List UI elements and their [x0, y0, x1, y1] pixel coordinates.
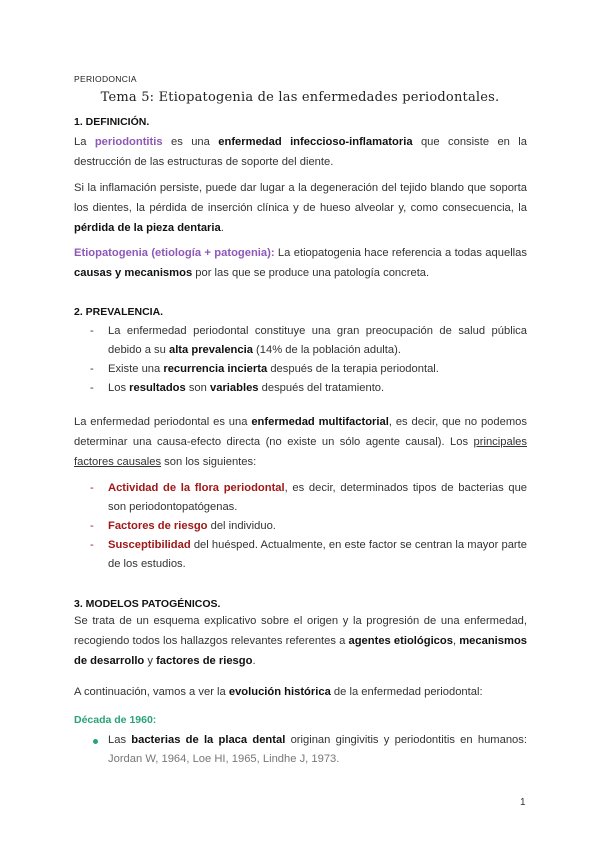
- list-item-decade: Las bacterias de la placa dental originan gingivitis y periodontitis en humanos: Jordan W, 1964, Loe HI, 1965, Lindhe J, 1973.: [108, 734, 527, 765]
- list-item: Los resultados son variables después del tratamiento.: [108, 382, 385, 394]
- page-title: Tema 5: Etiopatogenia de las enfermedades periodontales.: [100, 90, 500, 105]
- paragraph-evolucion: A continuación, vamos a ver la evolución histórica de la enfermedad periodontal:: [74, 686, 483, 698]
- paragraph-definicion: La periodontitis es una enfermedad infeccioso-inflamatoria que consiste en la destrucción de las estructuras de soporte del diente.: [74, 136, 527, 168]
- paragraph-etiopatogenia: Etiopatogenia (etiología + patogenia): La etiopatogenia hace referencia a todas aquellas causas y mecanismos por las que se produce una patología concreta.: [74, 247, 527, 279]
- list-item: La enfermedad periodontal constituye una gran preocupación de salud pública debido a su alta prevalencia (14% de la población adulta).: [108, 325, 527, 356]
- section-heading-modelos: 3. MODELOS PATOGÉNICOS.: [74, 598, 221, 610]
- paragraph-inflamacion: Si la inflamación persiste, puede dar lugar a la degeneración del tejido blando que soporta los dientes, la pérdida de inserción clínica y de hueso alveolar y, como consecuencia, la pérdida de la pieza dentaria.: [74, 182, 527, 234]
- term-periodontitis: periodontitis: [94, 136, 163, 148]
- list-item-factor: Susceptibilidad del huésped. Actualmente, en este factor se centran la mayor parte de los estudios.: [108, 539, 527, 570]
- section-heading-prevalencia: 2. PREVALENCIA.: [74, 306, 164, 318]
- term-etiopatogenia: Etiopatogenia (etiología + patogenia):: [74, 247, 275, 259]
- dash-marker: -: [90, 363, 94, 375]
- dash-marker: -: [90, 325, 94, 337]
- list-item-factor: Factores de riesgo del individuo.: [108, 520, 276, 532]
- paragraph-multifactorial: La enfermedad periodontal es una enfermedad multifactorial, es decir, que no podemos determinar una causa-efecto directa (no existe un sólo agente causal). Los principales factores causales son los siguientes:: [74, 416, 527, 468]
- running-header: PERIODONCIA: [74, 74, 137, 84]
- dash-marker: -: [90, 382, 94, 394]
- bullet-dot: [93, 739, 98, 744]
- dash-marker: -: [90, 520, 94, 532]
- dash-marker: -: [90, 539, 94, 551]
- list-item-factor: Actividad de la flora periodontal, es decir, determinados tipos de bacterias que son periodontopatógenas.: [108, 482, 528, 513]
- list-item: Existe una recurrencia incierta después de la terapia periodontal.: [108, 363, 439, 375]
- citation: Jordan W, 1964, Loe HI, 1965, Lindhe J, 1973.: [108, 753, 340, 765]
- page-number: 1: [520, 797, 526, 808]
- section-heading-definicion: 1. DEFINICIÓN.: [74, 116, 150, 128]
- decade-heading: Década de 1960:: [74, 714, 157, 726]
- dash-marker: -: [90, 482, 94, 494]
- paragraph-esquema: Se trata de un esquema explicativo sobre el origen y la progresión de una enfermedad, recogiendo todos los hallazgos relevantes referentes a agentes etiológicos, mecanismos de desarrollo y factores de riesgo.: [74, 615, 527, 667]
